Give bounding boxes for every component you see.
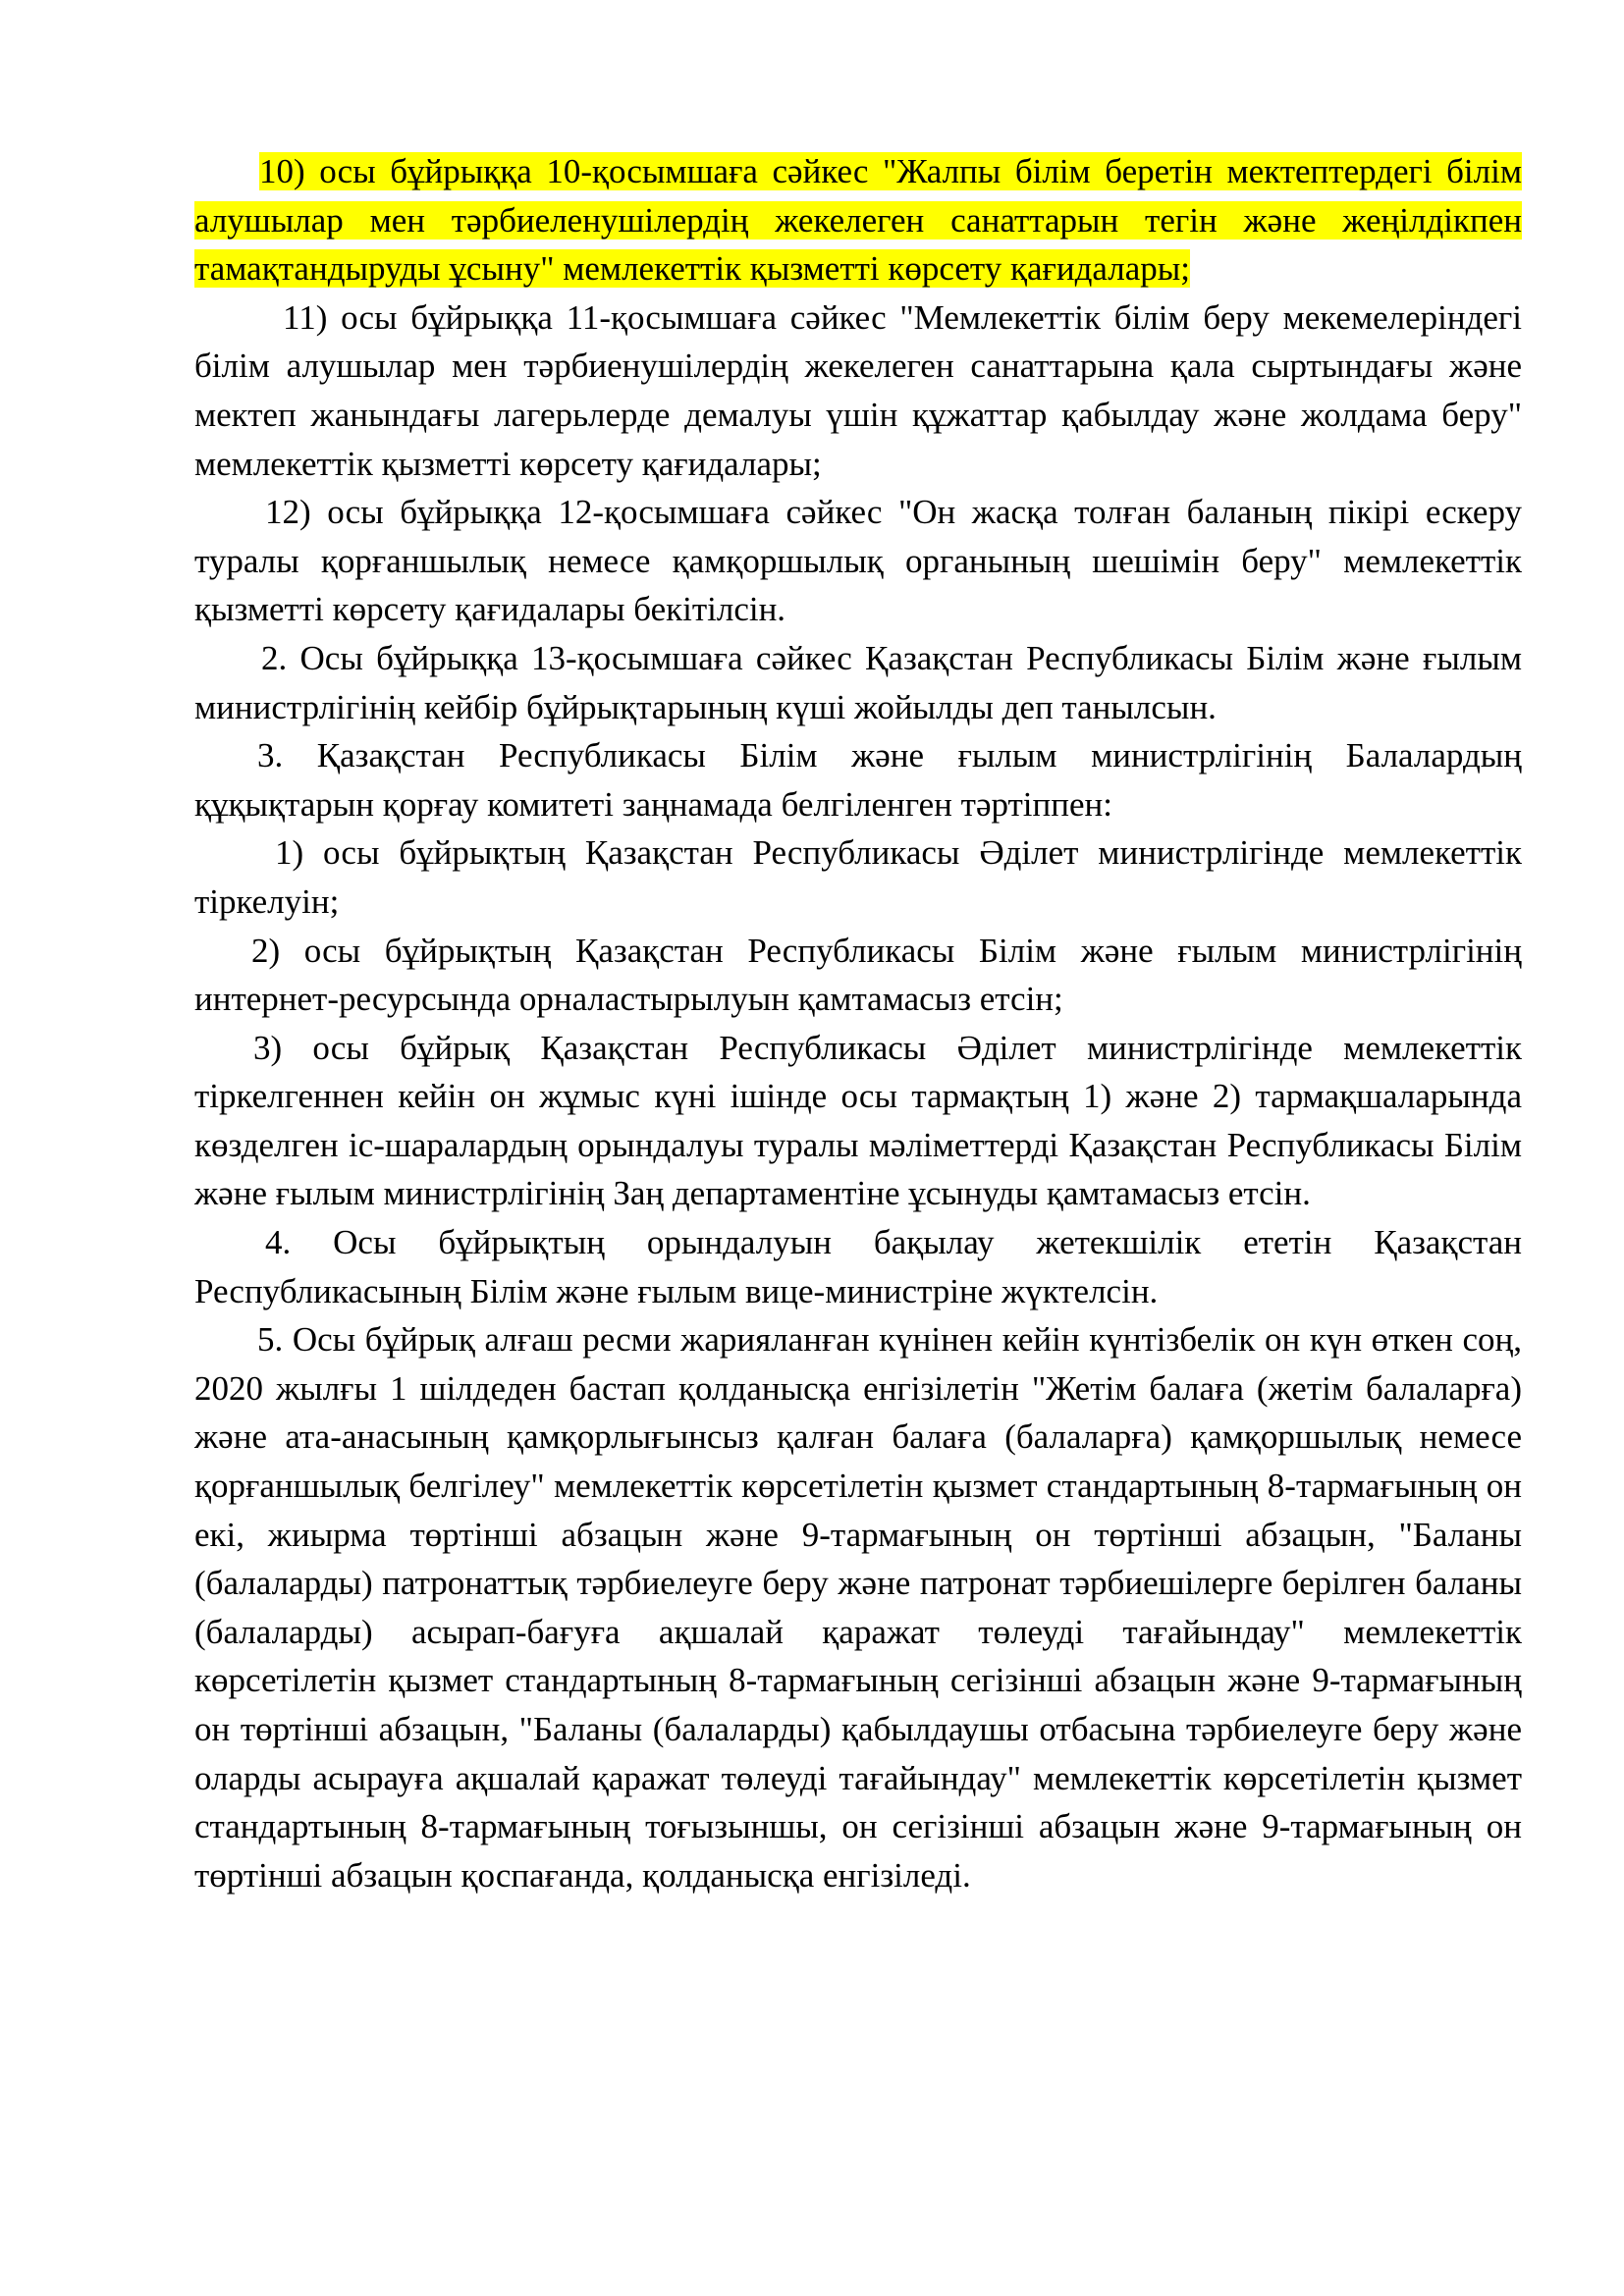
paragraph-section-5: 5. Осы бұйрық алғаш ресми жарияланған күнінен кейін күнтізбелік он күн өткен соң, 2020 жылғы 1 шілдеден бастап қолданысқа енгізілетін "Жетім балаға (жетім балаларға) және ата-анасының қамқорлығынсыз қалған балаға (балаларға) қамқоршылық немесе қорғаншылық белгілеу" мемлекеттік көрсетілетін қызмет стандартының 8-тармағының он екі, жиырма төртінші абзацын және 9-тармағының он төртінші абзацын, "Баланы (балаларды) патронаттық тәрбиелеуге беру және патронат тәрбиешілерге берілген баланы (балаларды) асырап-бағуға ақшалай қаражат төлеуді тағайындау" мемлекеттік көрсетілетін қызмет стандартының 8-тармағының сегізінші абзацын және 9-тармағының он төртінші абзацын, "Баланы (балаларды) қабылдаушы отбасына тәрбиелеуге беру және оларды асырауға ақшалай қаражат төлеуді тағайындау" мемлекеттік көрсетілетін қызмет стандартының 8-тармағының тоғызыншы, он сегізінші абзацын және 9-тармағының он төртінші абзацын қоспағанда, қолданысқа енгізіледі.	[194, 1320, 1522, 1895]
paragraph-section-4: 4. Осы бұйрықтың орындалуын бақылау жетекшілік ететін Қазақстан Республикасының Білім және ғылым вице-министріне жүктелсін.	[194, 1223, 1522, 1310]
paragraph-item-12: 12) осы бұйрыққа 12-қосымшаға сәйкес "Он жасқа толған баланың пікірі ескеру туралы қорғаншылық немесе қамқоршылық органының шешімін беру" мемлекеттік қызметті көрсету қағидалары бекітілсін.	[194, 493, 1522, 629]
paragraph-subitem-3-1: 1) осы бұйрықтың Қазақстан Республикасы Әділет министрлігінде мемлекеттік тіркелуін;	[194, 833, 1522, 921]
paragraph-section-2: 2. Осы бұйрыққа 13-қосымшаға сәйкес Қазақстан Республикасы Білім және ғылым министрлігінің кейбір бұйрықтарының күші жойылды деп танылсын.	[194, 638, 1522, 726]
paragraph-subitem-3-3: 3) осы бұйрық Қазақстан Республикасы Әділет министрлігінде мемлекеттік тіркелгеннен кейін он жұмыс күні ішінде осы тармақтың 1) және 2) тармақшаларында көзделген іс-шаралардың орындалуы туралы мәліметтерді Қазақстан Республикасы Білім және ғылым министрлігінің Заң департаментіне ұсынуды қамтамасыз етсін.	[194, 1028, 1522, 1213]
paragraph-item-11: 11) осы бұйрыққа 11-қосымшаға сәйкес "Мемлекеттік білім беру мекемелеріндегі білім алушылар мен тәрбиенушілердің жекелеген санаттарына қала сыртындағы және мектеп жанындағы лагерьлерде демалуы үшін құжаттар қабылдау және жолдама беру" мемлекеттік қызметті көрсету қағидалары;	[194, 297, 1522, 483]
paragraph-subitem-3-2: 2) осы бұйрықтың Қазақстан Республикасы Білім және ғылым министрлігінің интернет-ресурсында орналастырылуын қамтамасыз етсін;	[194, 931, 1522, 1019]
paragraph-item-10-highlighted	[194, 147, 1522, 294]
highlighted-text: 10) осы бұйрыққа 10-қосымшаға сәйкес "Жалпы білім беретін мектептердегі білім алушылар мен тәрбиеленушілердің жекелеген санаттарын тегін және жеңілдікпен тамақтандыруды ұсыну" мемлекеттік қызметті көрсету қағидалары;	[194, 152, 1522, 289]
paragraph-section-3: 3. Қазақстан Республикасы Білім және ғылым министрлігінің Балалардың құқықтарын қорғау комитеті заңнамада белгіленген тәртіппен:	[194, 736, 1522, 824]
document-body	[194, 147, 1522, 1899]
